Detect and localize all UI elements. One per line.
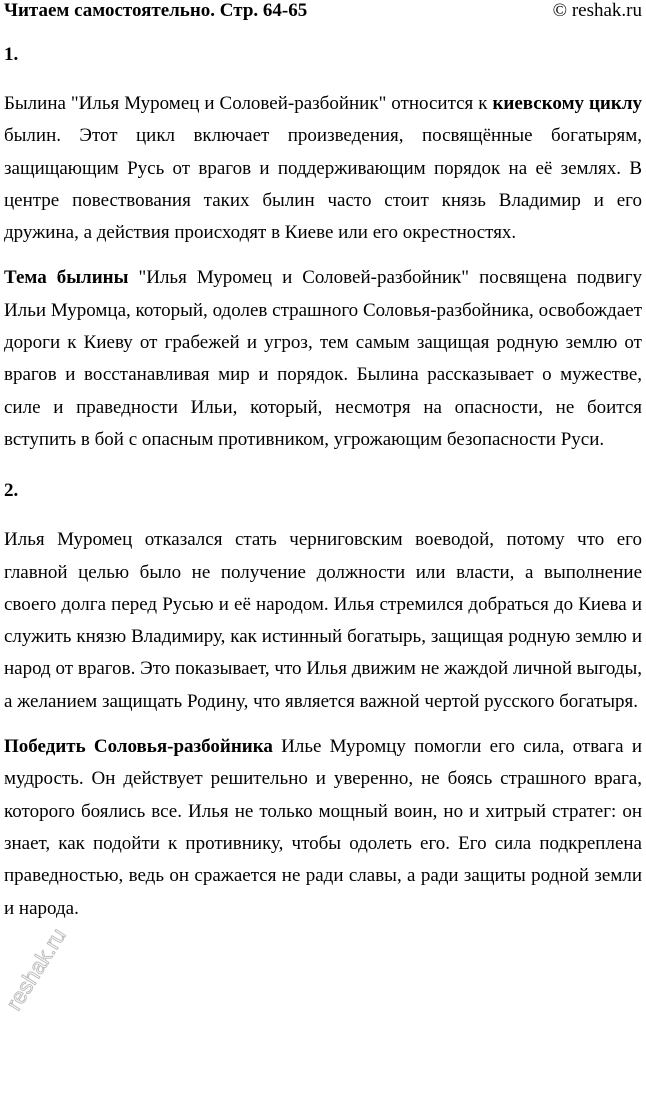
source-credit: © reshak.ru <box>552 0 642 21</box>
paragraph-voevoda: Илья Муромец отказался стать черниговским воеводой, потому что его главной целью было не получение должности или власти, а выполнение своего долга перед Русью и её народом. Илья стремился добраться до Киева и служить князю Владимиру, как истинный богатырь, защищая родную землю и народ от врагов. Это показывает, что Илья движим не жаждой личной выгоды, а желанием защищать Родину, что является важной чертой русского богатыря. <box>4 529 642 712</box>
bold-term: киевскому циклу <box>492 93 642 114</box>
paragraph-victory <box>4 731 642 925</box>
paragraph-text: "Илья Муромец и Соловей-разбойник" посвящена подвигу Ильи Муромца, который, одолев страшного Соловья-разбойника, освобождает дороги к Киеву от грабежей и угроз, тем самым защищая родную землю от врагов и восстанавливая мир и порядок. Былина рассказывает о мужестве, силе и праведности Ильи, который, несмотря на опасности, не боится вступить в бой с опасным противником, угрожающим безопасности Руси. <box>4 267 643 450</box>
paragraph-text: Былина "Илья Муромец и Соловей-разбойник" относится к <box>4 93 493 114</box>
page-title: Читаем самостоятельно. Стр. 64-65 <box>4 0 308 21</box>
bold-term: Тема былины <box>4 267 129 289</box>
paragraph-theme <box>4 262 642 456</box>
section-number-2: 2. <box>4 480 19 502</box>
paragraph-text: Илье Муромцу помогли его сила, отвага и мудрость. Он действует решительно и уверенно, не боясь страшного врага, которого боялись все. Илья не только мощный воин, но и хитрый стратег: он знает, как подойти к противнику, чтобы одолеть его. Его сила подкреплена праведностью, ведь он сражается не ради славы, а ради защиты родной земли и народа. <box>4 736 642 919</box>
paragraph-text: былин. Этот цикл включает произведения, посвящённые богатырям, защищающим Русь от врагов и поддерживающим порядок на её землях. В центре повествования таких былин часто стоит князь Владимир и его дружина, а действия происходят в Киеве или его окрестностях. <box>4 125 642 244</box>
section-number-1: 1. <box>4 44 19 65</box>
document-body <box>4 44 642 938</box>
paragraph-cycle <box>4 88 642 249</box>
watermark-text: reshak.ru <box>1 923 71 1015</box>
page-header <box>0 0 646 24</box>
bold-term: Победить Соловья-разбойника <box>4 736 273 758</box>
